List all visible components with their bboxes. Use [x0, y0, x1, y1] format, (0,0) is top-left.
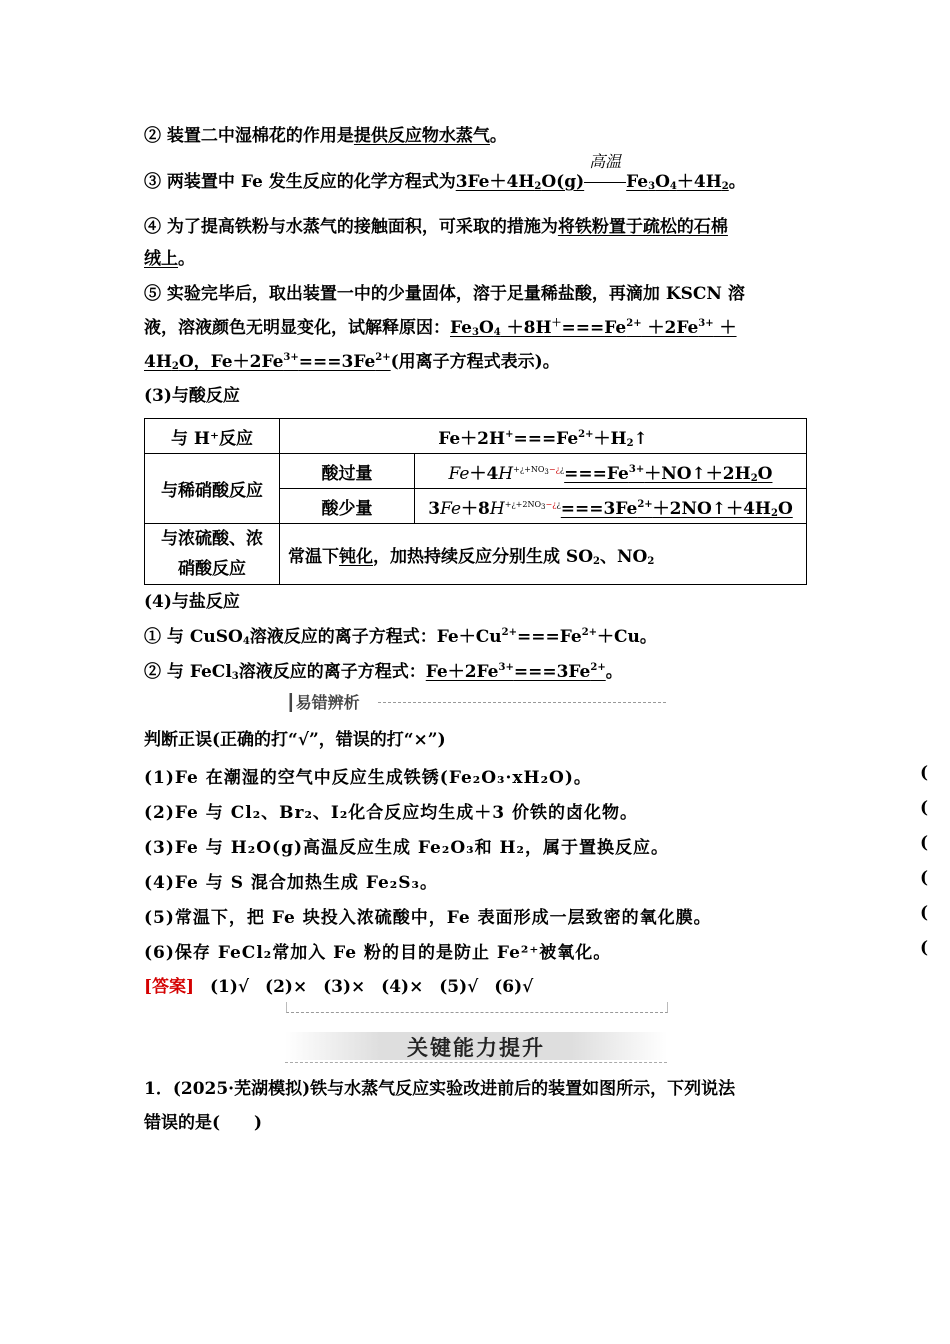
judge-item-6: (6)保存 FeCl₂常加入 Fe 粉的目的是防止 Fe²⁺被氧化。: [144, 943, 612, 963]
question-1-line-2: 错误的是( ): [144, 1113, 263, 1133]
equation-answer: $3Fe+4H_2O(g)$ 高温 $Fe_3O_4+4H_2$: [455, 152, 729, 192]
answer-values: (1)√ (2)× (3)× (4)× (5)√ (6)√: [210, 977, 534, 997]
item-4-line-1: ④ 为了提高铁粉与水蒸气的接触面积，可采取的措施为将铁粉置于疏松的石棉: [144, 217, 728, 237]
row-h-equation: $Fe+2H^+===Fe^{2+}+H_2↑$: [280, 419, 807, 454]
item-2-line: ② 装置二中湿棉花的作用是提供反应物水蒸气。: [144, 126, 507, 146]
row-h-label: 与 H⁺反应: [145, 419, 280, 454]
judge-title: 判断正误(正确的打“√”，错误的打“×”): [144, 730, 446, 750]
item-4-line-2: 绒上。: [144, 249, 195, 269]
answer-blank: 提供反应物水蒸气: [353, 126, 490, 146]
section-label: ┃易错辨析: [286, 693, 360, 712]
answer-tag: [答案]: [144, 977, 195, 997]
paren-5: (: [920, 903, 929, 923]
answer-line: [144, 972, 533, 997]
section-salt-title: (4)与盐反应: [144, 592, 240, 612]
salt-item-1: ① 与 CuSO$_4$溶液反应的离子方程式：$Fe+Cu^{2+}===Fe^{2+}+Cu$。: [144, 627, 657, 647]
judge-item-1: (1)Fe 在潮湿的空气中反应生成铁锈(Fe₂O₃·xH₂O)。: [144, 768, 592, 788]
dashed-rule: [378, 702, 666, 703]
row-conc-acid-text: 常温下钝化，加热持续反应分别生成 $SO_2$、$NO_2$: [280, 524, 807, 585]
acid-excess-label: 酸过量: [280, 454, 415, 489]
judge-item-2: (2)Fe 与 Cl₂、Br₂、I₂化合反应均生成＋3 价铁的卤化物。: [144, 803, 639, 823]
acid-excess-equation: $Fe+4H^{+¿+NO_3-¿¿}===Fe^{3+}+NO↑+2H_2O$: [415, 454, 807, 489]
paren-1: (: [920, 763, 929, 783]
row-dilute-nitric-label: 与稀硝酸反应: [145, 454, 280, 524]
acid-little-equation: $3Fe+8H^{+¿+2NO_3-¿¿}===3Fe^{2+}+2NO↑+4H_2O$: [415, 489, 807, 524]
key-ability-banner: [285, 1028, 667, 1066]
banner-title: 关键能力提升: [407, 1036, 545, 1060]
acid-reaction-table: [144, 418, 807, 585]
judge-item-3: (3)Fe 与 H₂O(g)高温反应生成 Fe₂O₃和 H₂，属于置换反应。: [144, 838, 669, 858]
judge-item-4: (4)Fe 与 S 混合加热生成 Fe₂S₃。: [144, 873, 438, 893]
paren-2: (: [920, 798, 929, 818]
acid-little-label: 酸少量: [280, 489, 415, 524]
row-conc-acid-label: 与浓硫酸、浓 硝酸反应: [145, 524, 280, 585]
paren-3: (: [920, 833, 929, 853]
item-5-line-3: $4H_2O$，$Fe+2Fe^{3+}===3Fe^{2+}$(用离子方程式表示)。: [144, 352, 560, 372]
reaction-condition: 高温: [584, 170, 626, 194]
section-end-divider: [286, 1002, 668, 1013]
salt-item-2: ② 与 FeCl$_3$溶液反应的离子方程式：$Fe+2Fe^{3+}===3Fe^{2+}$。: [144, 662, 623, 682]
section-acid-title: (3)与酸反应: [144, 386, 240, 406]
paren-6: (: [920, 938, 929, 958]
easy-error-section-header: [286, 690, 666, 712]
item-5-line-1: ⑤ 实验完毕后，取出装置一中的少量固体，溶于足量稀盐酸，再滴加 KSCN 溶: [144, 284, 745, 304]
judge-item-5: (5)常温下，把 Fe 块投入浓硫酸中，Fe 表面形成一层致密的氧化膜。: [144, 908, 712, 928]
item-5-line-2: 液，溶液颜色无明显变化，试解释原因：$Fe_3O_4 +8H^+===Fe^{2+} +2Fe^{3+}$ ＋: [144, 318, 737, 338]
item-3-line: ③ 两装置中 Fe 发生反应的化学方程式为$3Fe+4H_2O(g)$ 高温 $Fe_3O_4+4H_2$。: [144, 152, 746, 192]
paren-4: (: [920, 868, 929, 888]
question-1-line-1: 1．(2025·芜湖模拟)铁与水蒸气反应实验改进前后的装置如图所示，下列说法: [144, 1079, 736, 1099]
